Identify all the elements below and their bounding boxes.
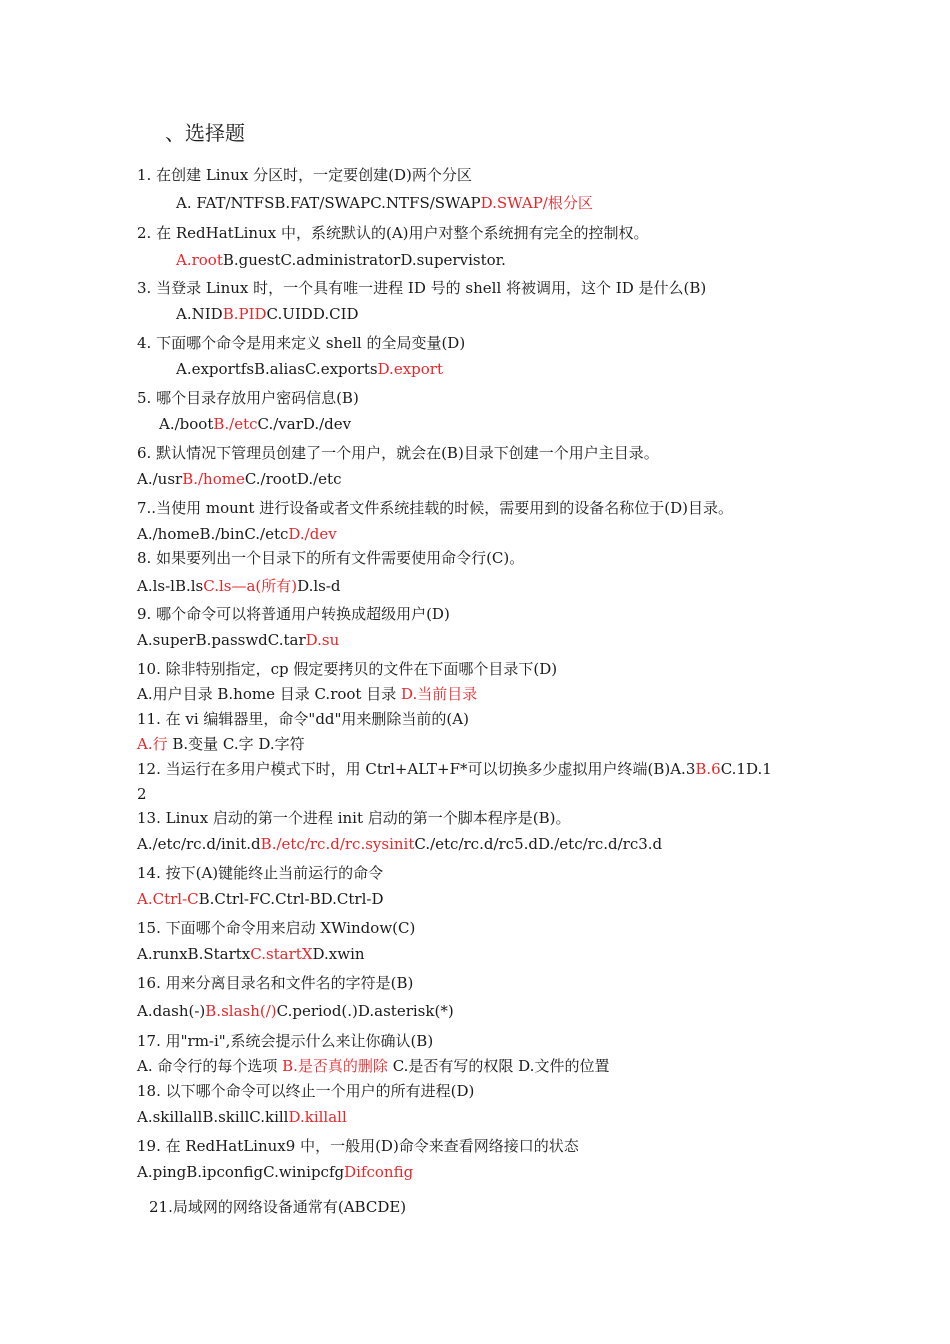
- options-6: [137, 469, 341, 489]
- option-text: A.skillallB.skillC.kill: [137, 1108, 289, 1126]
- option-text: A.用户目录 B.home 目录 C.root 目录: [137, 685, 401, 703]
- correct-answer: C.ls—a(所有): [203, 577, 298, 595]
- options-8: [137, 576, 341, 596]
- correct-answer: C.startX: [250, 945, 313, 963]
- option-text: C./etc/rc.d/rc5.dD./etc/rc.d/rc3.d: [414, 835, 663, 853]
- section-heading: 、选择题: [165, 121, 245, 145]
- question-5: 5. 哪个目录存放用户密码信息(B): [137, 389, 359, 407]
- option-text: A./usr: [137, 470, 183, 488]
- question-8: 8. 如果要列出一个目录下的所有文件需要使用命令行(C)。: [137, 549, 525, 567]
- option-text: C.UIDD.CID: [266, 305, 359, 323]
- option-text: A./etc/rc.d/init.d: [137, 835, 261, 853]
- correct-answer: A.Ctrl-C: [137, 890, 199, 908]
- options-16: [137, 1001, 454, 1021]
- options-5: [159, 414, 351, 434]
- option-text: C.period(.)D.asterisk(*): [276, 1002, 454, 1020]
- question-10: 10. 除非特别指定，cp 假定要拷贝的文件在下面哪个目录下(D): [137, 660, 558, 678]
- option-text: D.ls-d: [297, 577, 341, 595]
- correct-answer: A.行: [137, 735, 168, 753]
- correct-answer: B.是否真的删除: [282, 1057, 388, 1075]
- correct-answer: B.PID: [222, 305, 267, 323]
- option-text: D.xwin: [312, 945, 365, 963]
- option-text: A. FAT/NTFSB.FAT/SWAPC.NTFS/SWAP: [176, 194, 481, 212]
- question-12: [137, 759, 772, 779]
- option-text: C./rootD./etc: [244, 470, 342, 488]
- question-3: 3. 当登录 Linux 时，一个具有唯一进程 ID 号的 shell 将被调用，这个 ID 是什么(B): [137, 279, 707, 297]
- options-7: [137, 524, 337, 544]
- options-17: [137, 1056, 609, 1076]
- correct-answer: B./etc: [213, 415, 258, 433]
- question-15: 15. 下面哪个命令用来启动 XWindow(C): [137, 919, 416, 937]
- options-9: [137, 630, 339, 650]
- question-11: 11. 在 vi 编辑器里，命令"dd"用来删除当前的(A): [137, 710, 469, 728]
- option-text: B.Ctrl-FC.Ctrl-BD.Ctrl-D: [198, 890, 384, 908]
- option-text: A.pingB.ipconfigC.winipcfg: [137, 1163, 345, 1181]
- options-3: [176, 304, 359, 324]
- correct-answer: Difconfig: [344, 1163, 414, 1181]
- option-text: C.1D.1: [720, 760, 772, 778]
- question-19: 19. 在 RedHatLinux9 中，一般用(D)命令来查看网络接口的状态: [137, 1137, 579, 1155]
- option-text: B.变量 C.字 D.字符: [167, 735, 305, 753]
- correct-answer: B./etc/rc.d/rc.sysinit: [260, 835, 415, 853]
- question-9: 9. 哪个命令可以将普通用户转换成超级用户(D): [137, 605, 450, 623]
- question-18: 18. 以下哪个命令可以终止一个用户的所有进程(D): [137, 1082, 475, 1100]
- question-2: 2. 在 RedHatLinux 中，系统默认的(A)用户对整个系统拥有完全的控制权。: [137, 224, 649, 242]
- option-text: A.dash(-): [137, 1002, 206, 1020]
- options-18: [137, 1107, 347, 1127]
- question-14: 14. 按下(A)键能终止当前运行的命令: [137, 864, 384, 882]
- option-text: A.exportfsB.aliasC.exports: [176, 360, 378, 378]
- correct-answer: D.su: [305, 631, 340, 649]
- question-21: 21.局域网的网络设备通常有(ABCDE): [149, 1198, 407, 1216]
- correct-answer: A.root: [176, 251, 223, 269]
- options-19: [137, 1162, 413, 1182]
- option-text: A./boot: [159, 415, 214, 433]
- correct-answer: D.SWAP/根分区: [480, 194, 593, 212]
- options-2: [176, 250, 506, 270]
- correct-answer: D.export: [377, 360, 443, 378]
- options-1: [176, 193, 593, 213]
- question-4: 4. 下面哪个命令是用来定义 shell 的全局变量(D): [137, 334, 466, 352]
- correct-answer: B.6: [695, 760, 721, 778]
- correct-answer: B.slash(/): [205, 1002, 277, 1020]
- question-13: 13. Linux 启动的第一个进程 init 启动的第一个脚本程序是(B)。: [137, 809, 571, 827]
- question-6: 6. 默认情况下管理员创建了一个用户，就会在(B)目录下创建一个用户主目录。: [137, 444, 659, 462]
- correct-answer: D.当前目录: [401, 685, 478, 703]
- option-text: A.superB.passwdC.tar: [137, 631, 306, 649]
- correct-answer: D./dev: [288, 525, 337, 543]
- options-4: [176, 359, 443, 379]
- options-13: [137, 834, 662, 854]
- option-text: A. 命令行的每个选项: [137, 1057, 283, 1075]
- question-1: 1. 在创建 Linux 分区时，一定要创建(D)两个分区: [137, 166, 472, 184]
- question-7: 7..当使用 mount 进行设备或者文件系统挂载的时候，需要用到的设备名称位于(D)目录。: [137, 499, 733, 517]
- correct-answer: D.killall: [288, 1108, 347, 1126]
- option-text: A.runxB.Startx: [137, 945, 251, 963]
- question-12-continued: 2: [137, 785, 147, 803]
- options-15: [137, 944, 365, 964]
- options-14: [137, 889, 383, 909]
- question-text: 12. 当运行在多用户模式下时，用 Ctrl+ALT+F*可以切换多少虚拟用户终端(B)A.3: [137, 760, 696, 778]
- question-17: 17. 用"rm-i",系统会提示什么来让你确认(B): [137, 1032, 434, 1050]
- correct-answer: B./home: [182, 470, 245, 488]
- option-text: C./varD./dev: [257, 415, 352, 433]
- options-10: [137, 684, 477, 704]
- option-text: B.guestC.administratorD.supervistor.: [222, 251, 506, 269]
- option-text: A.NID: [176, 305, 223, 323]
- option-text: A./homeB./binC./etc: [137, 525, 289, 543]
- question-16: 16. 用来分离目录名和文件名的字符是(B): [137, 974, 414, 992]
- options-11: [137, 734, 305, 754]
- option-text: C.是否有写的权限 D.文件的位置: [387, 1057, 610, 1075]
- option-text: A.ls-lB.ls: [137, 577, 204, 595]
